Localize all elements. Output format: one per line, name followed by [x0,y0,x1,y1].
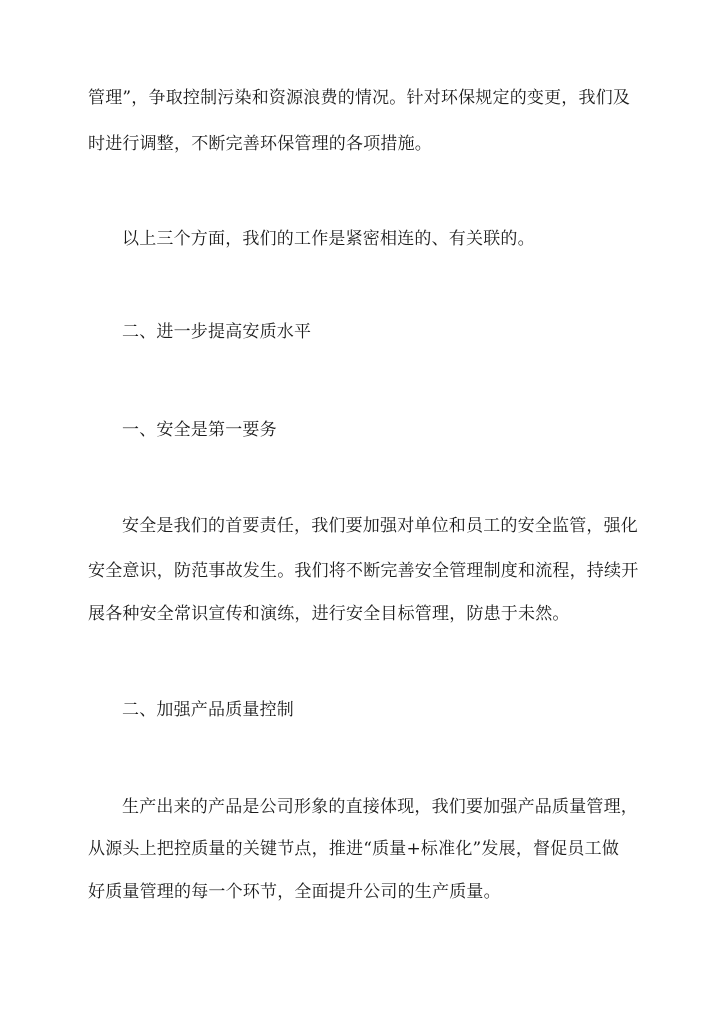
subsection-heading-quality: 二、加强产品质量控制 [122,700,294,720]
paragraph-line: 好质量管理的每一个环节，全面提升公司的生产质量。 [88,882,501,902]
paragraph-line: 安全意识，防范事故发生。我们将不断完善安全管理制度和流程，持续开 [88,561,639,581]
section-heading: 二、进一步提高安质水平 [122,322,312,342]
paragraph-line: 时进行调整，不断完善环保管理的各项措施。 [88,134,432,154]
subsection-heading-safety: 一、安全是第一要务 [122,420,277,440]
paragraph-line: 生产出来的产品是公司形象的直接体现，我们要加强产品质量管理， [122,797,638,817]
paragraph-line: 管理”，争取控制污染和资源浪费的情况。针对环保规定的变更，我们及 [88,88,631,108]
paragraph-line: 从源头上把控质量的关键节点，推进“质量+标准化”发展，督促员工做 [88,839,620,859]
paragraph-line: 安全是我们的首要责任，我们要加强对单位和员工的安全监管，强化 [122,516,638,536]
paragraph-line: 以上三个方面，我们的工作是紧密相连的、有关联的。 [122,229,535,249]
paragraph-line: 展各种安全常识宣传和演练，进行安全目标管理，防患于未然。 [88,604,570,624]
